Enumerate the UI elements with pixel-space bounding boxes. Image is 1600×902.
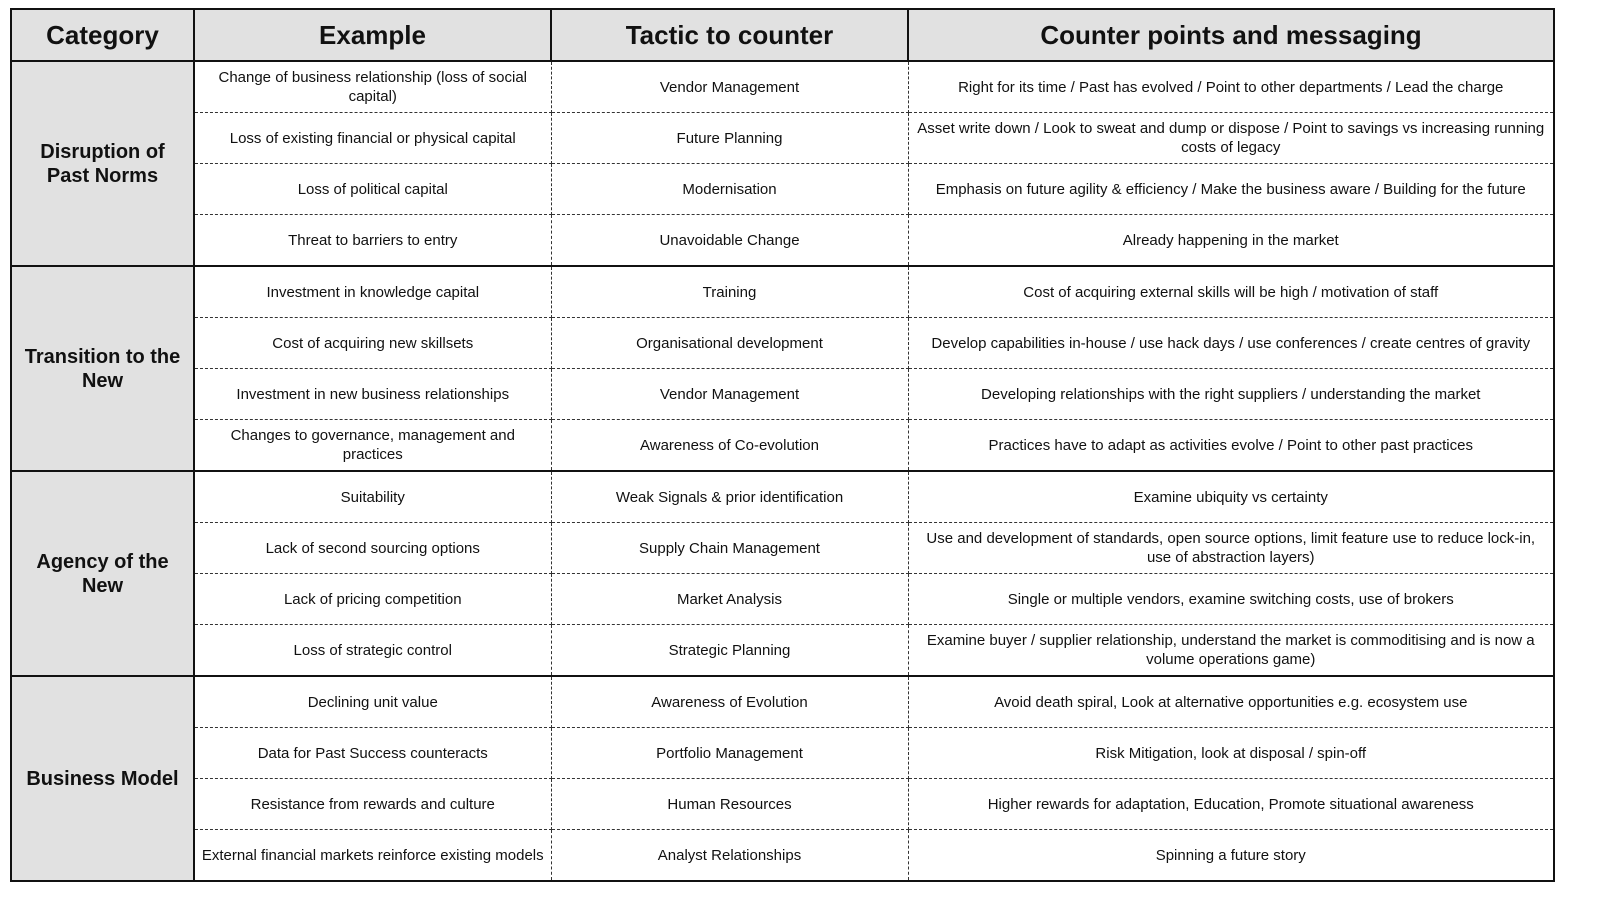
example-cell: External financial markets reinforce existing models (194, 830, 551, 882)
messaging-cell: Asset write down / Look to sweat and dump or dispose / Point to savings vs increasing running costs of legacy (908, 113, 1554, 164)
header-example: Example (194, 9, 551, 61)
tactic-cell: Organisational development (551, 318, 908, 369)
example-cell: Lack of pricing competition (194, 574, 551, 625)
table-row (11, 830, 1554, 882)
tactic-cell: Portfolio Management (551, 728, 908, 779)
tactic-cell: Awareness of Co-evolution (551, 420, 908, 472)
tactic-cell: Awareness of Evolution (551, 676, 908, 728)
messaging-cell: Examine buyer / supplier relationship, understand the market is commoditising and is now a volume operations game) (908, 625, 1554, 677)
category-cell: Disruption of Past Norms (11, 61, 194, 266)
table-row (11, 61, 1554, 113)
tactic-cell: Future Planning (551, 113, 908, 164)
messaging-cell: Already happening in the market (908, 215, 1554, 267)
table-row (11, 625, 1554, 677)
table-row (11, 676, 1554, 728)
tactic-cell: Strategic Planning (551, 625, 908, 677)
header-row (11, 9, 1554, 61)
header-messaging: Counter points and messaging (908, 9, 1554, 61)
category-cell: Agency of the New (11, 471, 194, 676)
example-cell: Changes to governance, management and practices (194, 420, 551, 472)
table-row (11, 369, 1554, 420)
example-cell: Lack of second sourcing options (194, 523, 551, 574)
messaging-cell: Examine ubiquity vs certainty (908, 471, 1554, 523)
example-cell: Loss of political capital (194, 164, 551, 215)
table-row (11, 779, 1554, 830)
table-row (11, 318, 1554, 369)
table-row (11, 215, 1554, 267)
example-cell: Change of business relationship (loss of social capital) (194, 61, 551, 113)
tactic-cell: Vendor Management (551, 369, 908, 420)
counter-tactics-table (10, 8, 1555, 882)
messaging-cell: Risk Mitigation, look at disposal / spin-off (908, 728, 1554, 779)
example-cell: Suitability (194, 471, 551, 523)
example-cell: Loss of existing financial or physical capital (194, 113, 551, 164)
tactic-cell: Human Resources (551, 779, 908, 830)
tactic-cell: Modernisation (551, 164, 908, 215)
table-row (11, 471, 1554, 523)
messaging-cell: Right for its time / Past has evolved / Point to other departments / Lead the charge (908, 61, 1554, 113)
table-row (11, 113, 1554, 164)
tactic-cell: Vendor Management (551, 61, 908, 113)
table-row (11, 420, 1554, 472)
messaging-cell: Emphasis on future agility & efficiency / Make the business aware / Building for the future (908, 164, 1554, 215)
example-cell: Cost of acquiring new skillsets (194, 318, 551, 369)
messaging-cell: Avoid death spiral, Look at alternative opportunities e.g. ecosystem use (908, 676, 1554, 728)
messaging-cell: Use and development of standards, open source options, limit feature use to reduce lock-in, use of abstraction layers) (908, 523, 1554, 574)
tactic-cell: Market Analysis (551, 574, 908, 625)
table-row (11, 523, 1554, 574)
messaging-cell: Single or multiple vendors, examine switching costs, use of brokers (908, 574, 1554, 625)
header-category: Category (11, 9, 194, 61)
example-cell: Data for Past Success counteracts (194, 728, 551, 779)
example-cell: Investment in new business relationships (194, 369, 551, 420)
messaging-cell: Higher rewards for adaptation, Education, Promote situational awareness (908, 779, 1554, 830)
example-cell: Declining unit value (194, 676, 551, 728)
tactic-cell: Unavoidable Change (551, 215, 908, 267)
header-tactic: Tactic to counter (551, 9, 908, 61)
example-cell: Resistance from rewards and culture (194, 779, 551, 830)
messaging-cell: Cost of acquiring external skills will be high / motivation of staff (908, 266, 1554, 318)
tactic-cell: Supply Chain Management (551, 523, 908, 574)
example-cell: Loss of strategic control (194, 625, 551, 677)
example-cell: Investment in knowledge capital (194, 266, 551, 318)
table-row (11, 728, 1554, 779)
tactic-cell: Training (551, 266, 908, 318)
messaging-cell: Developing relationships with the right suppliers / understanding the market (908, 369, 1554, 420)
messaging-cell: Develop capabilities in-house / use hack days / use conferences / create centres of gravity (908, 318, 1554, 369)
messaging-cell: Practices have to adapt as activities evolve / Point to other past practices (908, 420, 1554, 472)
table-row (11, 574, 1554, 625)
example-cell: Threat to barriers to entry (194, 215, 551, 267)
tactic-cell: Analyst Relationships (551, 830, 908, 882)
table-row (11, 266, 1554, 318)
table-body (11, 61, 1554, 881)
category-cell: Transition to the New (11, 266, 194, 471)
tactic-cell: Weak Signals & prior identification (551, 471, 908, 523)
category-cell: Business Model (11, 676, 194, 881)
table-row (11, 164, 1554, 215)
messaging-cell: Spinning a future story (908, 830, 1554, 882)
